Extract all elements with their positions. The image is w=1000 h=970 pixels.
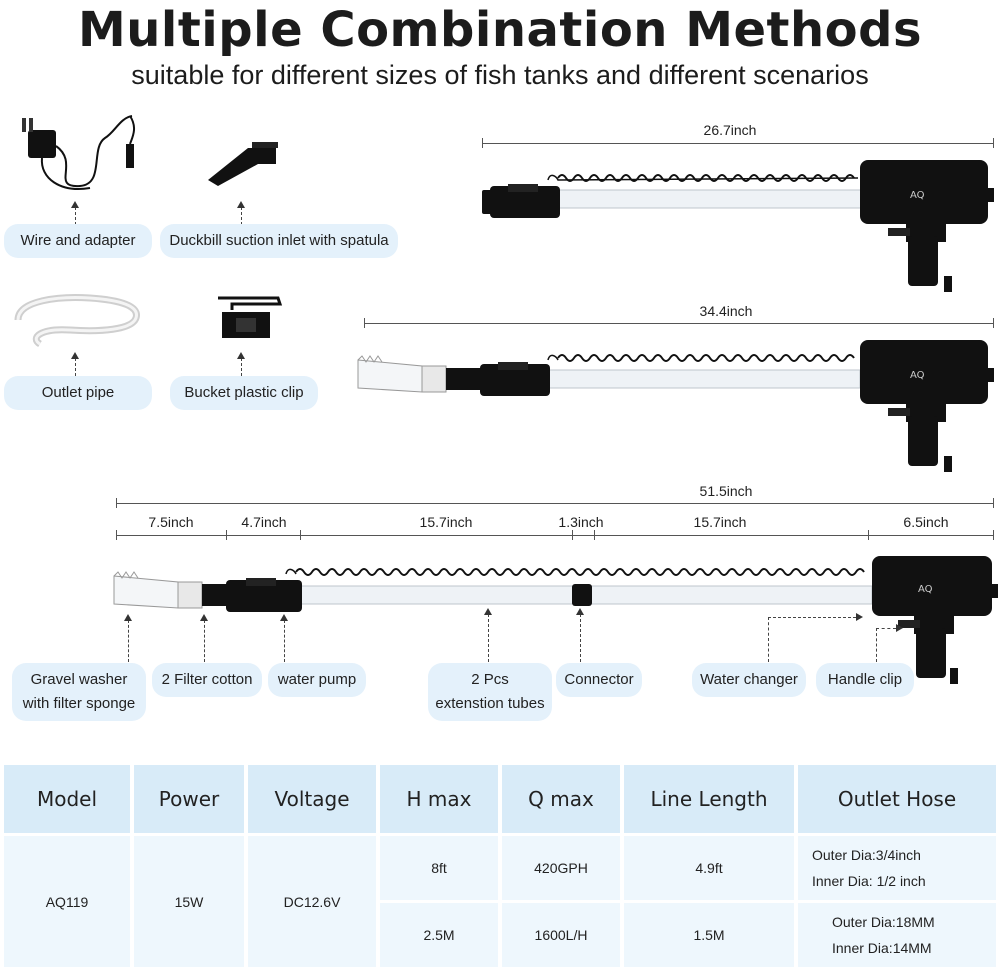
leader-arrow [896, 624, 903, 632]
part-label-water-pump: water pump [268, 663, 366, 697]
part-label-line: with filter sponge [22, 695, 136, 712]
dimension-line [364, 323, 994, 324]
part-label-extension-tubes [428, 663, 552, 721]
leader-line [128, 620, 129, 662]
cell-h-max: 2.5M [380, 903, 498, 967]
cell-h-max: 8ft [380, 836, 498, 900]
table-header-row [4, 765, 996, 833]
leader-arrow [71, 352, 79, 359]
adapter-icon [20, 108, 140, 198]
hose-inner-dia: Inner Dia: 1/2 inch [812, 873, 926, 889]
cell-q-max: 1600L/H [502, 903, 620, 967]
svg-text:AQ: AQ [918, 584, 933, 595]
dimension-tick [594, 530, 595, 540]
length-label-medium: 34.4inch [699, 303, 753, 319]
cell-line-length: 4.9ft [624, 836, 794, 900]
dimension-tick [993, 138, 994, 148]
segment-label-gravel: 7.5inch [148, 514, 194, 530]
header-h-max: H max [380, 765, 498, 833]
leader-line [241, 358, 242, 376]
pipe-icon [10, 290, 142, 350]
part-label-filter-cotton: 2 Filter cotton [152, 663, 262, 697]
leader-line [204, 620, 205, 662]
part-label-line: Gravel washer [30, 671, 128, 688]
leader-line [768, 617, 769, 662]
dimension-tick [300, 530, 301, 540]
leader-arrow [200, 614, 208, 621]
dimension-line [116, 535, 994, 536]
water-changer-short-illustration [478, 158, 998, 308]
leader-line [75, 358, 76, 376]
cell-outlet-hose [798, 903, 996, 967]
dimension-tick [364, 318, 365, 328]
page-title: Multiple Combination Methods [77, 2, 923, 58]
leader-arrow [237, 352, 245, 359]
leader-arrow [856, 613, 863, 621]
leader-arrow [280, 614, 288, 621]
hose-outer-dia: Outer Dia:3/4inch [812, 847, 921, 863]
dimension-tick [993, 318, 994, 328]
leader-arrow [71, 201, 79, 208]
leader-line [488, 614, 489, 662]
leader-arrow [237, 201, 245, 208]
accessory-label-bucket-clip: Bucket plastic clip [170, 376, 318, 410]
segment-label-changer: 6.5inch [903, 514, 949, 530]
segment-label-pump: 4.7inch [241, 514, 287, 530]
water-changer-medium-illustration [352, 338, 998, 488]
header-power: Power [134, 765, 244, 833]
duckbill-icon [204, 140, 278, 188]
header-voltage: Voltage [248, 765, 376, 833]
leader-arrow [484, 608, 492, 615]
header-model: Model [4, 765, 130, 833]
segment-label-tube1: 15.7inch [419, 514, 473, 530]
part-label-gravel-washer [12, 663, 146, 721]
accessory-label-outlet-pipe: Outlet pipe [4, 376, 152, 410]
leader-line [284, 620, 285, 662]
segment-label-tube2: 15.7inch [693, 514, 747, 530]
length-label-long: 51.5inch [699, 483, 753, 499]
part-label-connector: Connector [556, 663, 642, 697]
cell-q-max: 420GPH [502, 836, 620, 900]
dimension-line [116, 503, 994, 504]
dimension-tick [993, 498, 994, 508]
dimension-tick [868, 530, 869, 540]
page-subtitle: suitable for different sizes of fish tanks and different scenarios [131, 60, 869, 90]
part-label-handle-clip: Handle clip [816, 663, 914, 697]
leader-line [876, 628, 896, 629]
leader-line [876, 628, 877, 662]
leader-line [75, 207, 76, 225]
cell-model: AQ119 [4, 836, 130, 967]
clip-icon [214, 294, 284, 344]
dimension-tick [993, 530, 994, 540]
dimension-tick [116, 530, 117, 540]
dimension-tick [482, 138, 483, 148]
header-outlet-hose: Outlet Hose [798, 765, 996, 833]
cell-outlet-hose [798, 836, 996, 900]
segment-label-connector: 1.3inch [558, 514, 604, 530]
accessory-label-wire-adapter: Wire and adapter [4, 224, 152, 258]
leader-arrow [124, 614, 132, 621]
svg-text:AQ: AQ [910, 370, 925, 381]
part-label-line: extenstion tubes [435, 695, 545, 712]
leader-line [241, 207, 242, 225]
leader-arrow [576, 608, 584, 615]
part-label-line: 2 Pcs [471, 671, 509, 688]
length-label-short: 26.7inch [703, 122, 757, 138]
dimension-line [482, 143, 994, 144]
leader-line [768, 617, 856, 618]
dimension-tick [226, 530, 227, 540]
cell-power: 15W [134, 836, 244, 967]
part-label-water-changer: Water changer [692, 663, 806, 697]
leader-line [580, 614, 581, 662]
dimension-tick [116, 498, 117, 508]
header-line-length: Line Length [624, 765, 794, 833]
hose-outer-dia: Outer Dia:18MM [832, 914, 935, 930]
table-row [4, 836, 996, 900]
header-q-max: Q max [502, 765, 620, 833]
dimension-tick [572, 530, 573, 540]
spec-table [0, 762, 1000, 970]
svg-text:AQ: AQ [910, 190, 925, 201]
cell-line-length: 1.5M [624, 903, 794, 967]
cell-voltage: DC12.6V [248, 836, 376, 967]
hose-inner-dia: Inner Dia:14MM [832, 940, 932, 956]
accessory-label-duckbill: Duckbill suction inlet with spatula [160, 224, 398, 258]
